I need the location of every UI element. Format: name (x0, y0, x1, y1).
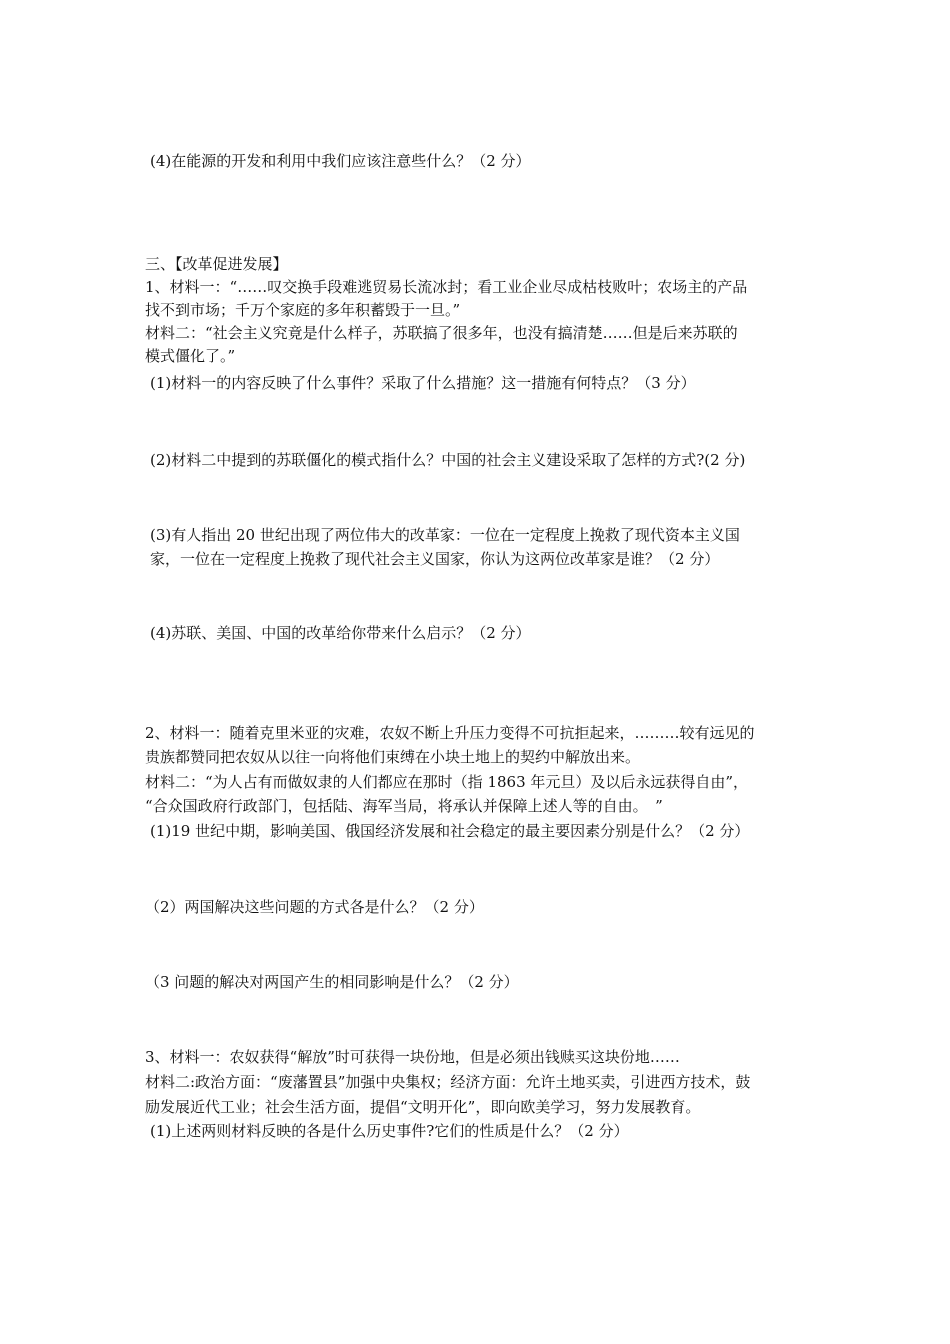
q1-sub-question-3-line2: 家，一位在一定程度上挽救了现代社会主义国家，你认为这两位改革家是谁？（2 分） (150, 550, 720, 568)
question-energy-4: (4)在能源的开发和利用中我们应该注意些什么？（2 分） (150, 152, 531, 170)
q2-material2-line1: 材料二：“为人占有而做奴隶的人们都应在那时（指 1863 年元旦）及以后永远获得自由”， (145, 773, 749, 791)
q2-material1-line2: 贵族都赞同把农奴从以往一向将他们束缚在小块土地上的契约中解放出来。 (145, 748, 641, 766)
q2-sub-question-1: (1)19 世纪中期，影响美国、俄国经济发展和社会稳定的最主要因素分别是什么？（2 分） (150, 822, 750, 840)
q3-material2-line2: 励发展近代工业；社会生活方面，提倡“文明开化”，即向欧美学习，努力发展教育。 (145, 1098, 701, 1116)
q3-sub-question-1: (1)上述两则材料反映的各是什么历史事件?它们的性质是什么？（2 分） (150, 1122, 629, 1140)
q1-material2-line1: 材料二：“社会主义究竟是什么样子，苏联搞了很多年，也没有搞清楚……但是后来苏联的 (145, 324, 738, 342)
q1-sub-question-3-line1: (3)有人指出 20 世纪出现了两位伟大的改革家：一位在一定程度上挽救了现代资本主义国 (150, 526, 740, 544)
q3-material2-line1: 材料二:政治方面：“废藩置县”加强中央集权；经济方面：允许土地买卖，引进西方技术，鼓 (145, 1073, 751, 1091)
q2-material2-line2: “合众国政府行政部门，包括陆、海军当局，将承认并保障上述人等的自由。 ” (145, 797, 663, 815)
q2-material1-line1: 2、材料一：随着克里米亚的灾难，农奴不断上升压力变得不可抗拒起来，………较有远见的 (145, 724, 755, 742)
section-title: 三、【改革促进发展】 (145, 255, 288, 273)
q1-sub-question-4: (4)苏联、美国、中国的改革给你带来什么启示？（2 分） (150, 624, 531, 642)
q2-sub-question-2: （2）两国解决这些问题的方式各是什么？（2 分） (145, 898, 484, 916)
q3-material1: 3、材料一：农奴获得“解放”时可获得一块份地，但是必须出钱赎买这块份地…… (145, 1048, 680, 1066)
q1-sub-question-1: (1)材料一的内容反映了什么事件？采取了什么措施？这一措施有何特点？（3 分） (150, 374, 696, 392)
q2-sub-question-3: （3 问题的解决对两国产生的相同影响是什么？（2 分） (145, 973, 519, 991)
q1-material1-line2: 找不到市场；千万个家庭的多年积蓄毁于一旦。” (145, 301, 461, 319)
q1-material2-line2: 模式僵化了。” (145, 347, 236, 365)
q1-material1-line1: 1、材料一：“……叹交换手段难逃贸易长流冰封；看工业企业尽成枯枝败叶；农场主的产品 (145, 278, 748, 296)
q1-sub-question-2: (2)材料二中提到的苏联僵化的模式指什么？中国的社会主义建设采取了怎样的方式?(2 分) (150, 451, 746, 469)
